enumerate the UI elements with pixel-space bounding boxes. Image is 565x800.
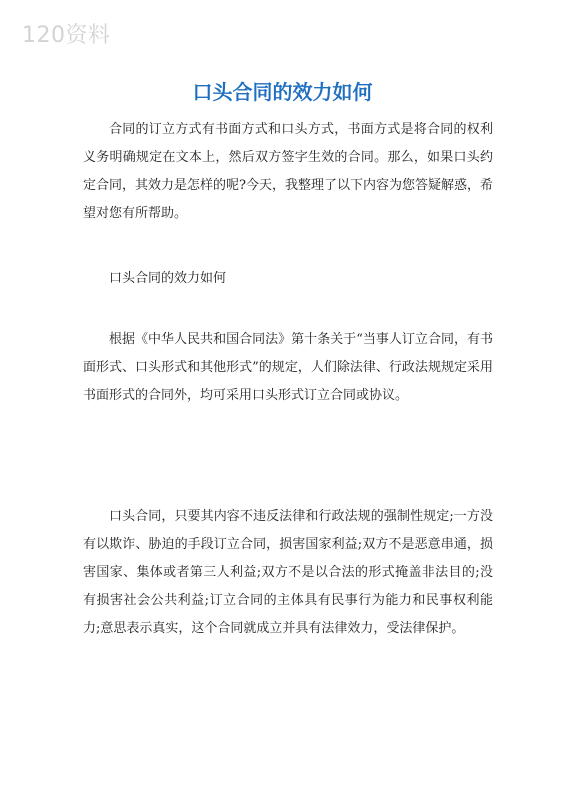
section-heading-paragraph: 口头合同的效力如何 xyxy=(109,271,227,286)
legal-basis-paragraph: 根据《中华人民共和国合同法》第十条关于“当事人订立合同，有书面形式、口头形式和其他形式”的规定，人们除法律、行政法规规定采用书面形式的合同外，均可采用口头形式订立合同或协议。 xyxy=(83,332,493,403)
intro-paragraph: 合同的订立方式有书面方式和口头方式，书面方式是将合同的权利义务明确规定在文本上，然后双方签字生效的合同。那么，如果口头约定合同，其效力是怎样的呢?今天，我整理了以下内容为您答疑解惑，希望对您有所帮助。 xyxy=(83,122,493,221)
page-title: 口头合同的效力如何 xyxy=(192,80,373,104)
validity-conditions-paragraph: 口头合同，只要其内容不违反法律和行政法规的强制性规定;一方没有以欺诈、胁迫的手段订立合同，损害国家利益;双方不是恶意串通，损害国家、集体或者第三人利益;双方不是以合法的形式掩盖非法目的;没有损害社会公共利益;订立合同的主体具有民事行为能力和民事权利能力;意思表示真实，这个合同就成立并具有法律效力，受法律保护。 xyxy=(83,509,493,636)
watermark-logo: 120资料 xyxy=(22,23,111,48)
